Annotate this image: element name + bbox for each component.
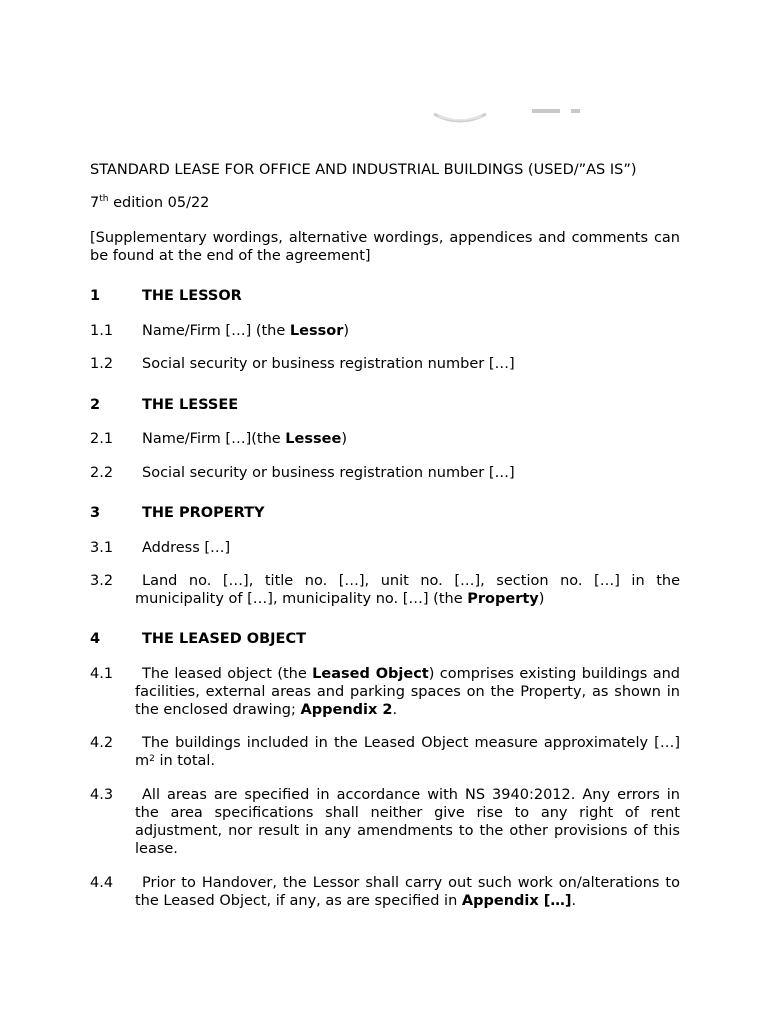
clause-number: 3.1 <box>90 540 114 556</box>
clause-text: Name/Firm […](the <box>142 431 286 447</box>
defined-term: Property <box>467 591 539 607</box>
clause-2-1 <box>90 430 680 448</box>
clause-number: 3.2 <box>90 573 114 589</box>
clause-1-1 <box>90 322 680 340</box>
clause-text: Address […] <box>142 540 231 556</box>
defined-term: Leased Object <box>312 666 429 682</box>
section-number: 3 <box>90 505 101 521</box>
clause-number: 1.2 <box>90 356 114 372</box>
clause-text: Land no. […], title no. […], unit no. […], section no. […] in the municipality of […], municipality no. […] (the <box>135 573 680 607</box>
clause-text: Prior to Handover, the Lessor shall carry out such work on/alterations to the Leased Object, if any, as are specified in <box>135 875 680 909</box>
section-title: THE LESSEE <box>142 397 239 413</box>
clause-text: Social security or business registration number […] <box>142 465 515 481</box>
clause-text: All areas are specified in accordance with NS 3940:2012. Any errors in the area specifications shall neither give rise to any right of rent adjustment, nor result in any amendments to the other provisions of this lease. <box>135 787 680 857</box>
clause-3-2 <box>90 572 680 608</box>
clause-4-2 <box>90 734 680 770</box>
clause-text: ) <box>341 431 347 447</box>
section-heading-property <box>90 505 265 521</box>
clause-number: 2.2 <box>90 465 114 481</box>
section-number: 4 <box>90 631 101 647</box>
appendix-reference: Appendix 2 <box>300 702 393 718</box>
supplementary-note: [Supplementary wordings, alternative wordings, appendices and comments can be found at the end of the agreement] <box>90 230 680 264</box>
clause-text: in total. <box>154 753 216 769</box>
clause-number: 4.2 <box>90 735 114 751</box>
clause-3-1 <box>90 539 680 557</box>
edition-number: 7 <box>90 195 100 211</box>
section-number: 2 <box>90 397 101 413</box>
section-title: THE PROPERTY <box>142 505 265 521</box>
section-title: THE LEASED OBJECT <box>142 631 306 647</box>
clause-text: ) <box>538 591 545 607</box>
clause-2-2 <box>90 464 680 482</box>
clause-number: 4.3 <box>90 787 114 803</box>
appendix-reference: Appendix […] <box>461 893 572 909</box>
clause-number: 2.1 <box>90 431 114 447</box>
section-heading-leased-object <box>90 631 306 647</box>
defined-term: Lessor <box>289 323 344 339</box>
publisher-logo <box>430 104 590 126</box>
clause-text: ) <box>343 323 350 339</box>
clause-number: 4.4 <box>90 875 114 891</box>
section-heading-lessee <box>90 397 238 413</box>
clause-text: The buildings included in the Leased Object measure approximately […] m <box>135 735 680 769</box>
edition-date: edition 05/22 <box>108 195 210 211</box>
clause-4-1 <box>90 665 680 719</box>
clause-text: . <box>392 702 398 718</box>
clause-number: 4.1 <box>90 666 114 682</box>
clause-text: ) comprises existing buildings and facilities, external areas and parking spaces on the Property, as shown in the enclosed drawing; <box>135 666 680 718</box>
clause-number: 1.1 <box>90 323 114 339</box>
section-title: THE LESSOR <box>142 288 242 304</box>
clause-4-4 <box>90 874 680 910</box>
clause-text: . <box>571 893 577 909</box>
seal-icon <box>430 104 590 126</box>
clause-text: Social security or business registration number […] <box>142 356 515 372</box>
section-number: 1 <box>90 288 101 304</box>
edition-line <box>90 195 209 211</box>
clause-1-2 <box>90 355 680 373</box>
superscript: 2 <box>149 754 155 764</box>
clause-4-3 <box>90 786 680 858</box>
document-title: STANDARD LEASE FOR OFFICE AND INDUSTRIAL BUILDINGS (USED/”AS IS”) <box>90 162 637 178</box>
defined-term: Lessee <box>285 431 342 447</box>
clause-text: Name/Firm […] (the <box>142 323 290 339</box>
section-heading-lessor <box>90 288 242 304</box>
edition-suffix: th <box>99 194 109 204</box>
clause-text: The leased object (the <box>142 666 313 682</box>
